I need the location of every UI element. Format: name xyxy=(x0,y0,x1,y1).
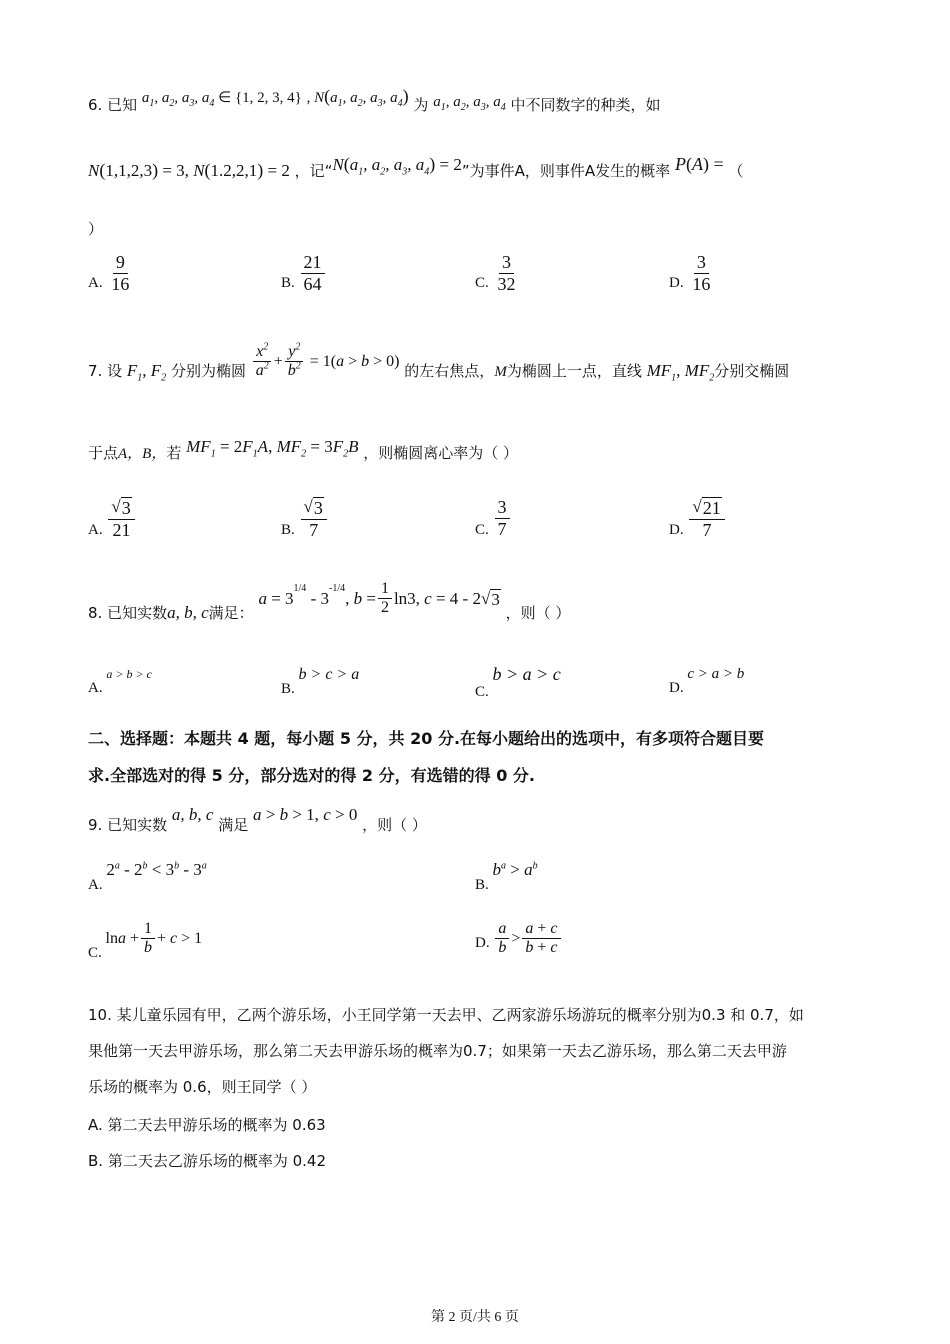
q6-example: N(1,1,2,3) = 3, N(1.2,2,1) = 2 xyxy=(88,160,290,180)
q6-is-word: 为 xyxy=(413,96,429,114)
section2-line2: 求.全部选对的得 5 分，部分选对的得 2 分，有选错的得 0 分. xyxy=(88,766,535,785)
q9-option-d-expr: $\frac{a}{b}$ > $\frac{a + c}{b + c}$ xyxy=(493,920,562,958)
q7-prefix: 7. 设 xyxy=(88,362,123,380)
q9-option-b-expr: $b^a > a^b$ xyxy=(492,860,538,879)
q7-points: A，B， xyxy=(118,446,167,462)
q7-option-c-num: 3 xyxy=(495,497,510,519)
q9-option-d-label: D. xyxy=(475,935,490,951)
q7-line2 xyxy=(88,437,519,463)
q9-option-b[interactable] xyxy=(475,860,538,893)
q9-option-b-label: B. xyxy=(475,877,489,893)
section2-line1: 二、选择题：本题共 4 题，每小题 5 分，共 20 分.在每小题给出的选项中，有多项符合题目要 xyxy=(88,729,765,748)
q7-option-d-label: D. xyxy=(669,522,684,539)
q8-t1: 满足： xyxy=(208,603,254,622)
q9-option-a-expr: $2^a - 2^b < 3^b - 3^a$ xyxy=(106,860,207,879)
q6-option-b-num: 21 xyxy=(301,252,325,274)
q7-option-d[interactable]: D. √ 21 7 xyxy=(669,497,727,540)
q9-option-d[interactable] xyxy=(475,920,563,958)
q9-t2: ，则（ ） xyxy=(362,816,427,834)
q9-option-c-label: C. xyxy=(88,944,102,961)
q8-option-c-label: C. xyxy=(475,684,489,700)
q6-mid: ，记“ xyxy=(294,162,333,180)
q6-event-text: ”为事件A，则事件A发生的概率 xyxy=(461,162,671,180)
q8-vars: a, b, c xyxy=(167,602,209,622)
q8-option-c[interactable] xyxy=(475,664,561,700)
q7-condition: $MF_1 = 2F_1A$, $MF_2 = 3F_2B$ xyxy=(186,437,359,460)
q8-condition: a = 3 $^{1/4}$ - 3 $^{-1/4}$ , b = $\frac{1}{2}$ ln3, c = 4 - 2 √ 3 xyxy=(258,580,500,617)
q7-option-c[interactable] xyxy=(475,497,512,539)
q8-option-c-expr: b > a > c xyxy=(492,664,561,684)
q6-option-c[interactable] xyxy=(475,252,521,294)
q6-event: $N(a_1$, $a_2$, $a_3$, $a_4) = 2$ xyxy=(332,154,462,178)
q9-line1 xyxy=(88,805,427,834)
q8-option-b-expr: b > c > a xyxy=(298,666,360,683)
q9-option-a-label: A. xyxy=(88,877,103,893)
q6-option-a-num: 9 xyxy=(113,252,128,274)
q8-option-d-label: D. xyxy=(669,680,684,696)
q6-open-paren: （ xyxy=(728,162,744,180)
q6-option-d-label: D. xyxy=(669,274,684,291)
q8-option-a-label: A. xyxy=(88,680,103,696)
q7-line1 xyxy=(88,340,790,384)
q6-option-b-label: B. xyxy=(281,274,295,291)
q9-condition: a > b > 1, c > 0 xyxy=(253,805,358,824)
q7-t5: 于点 xyxy=(88,444,119,462)
q8-t2: ，则（ ） xyxy=(505,603,571,622)
q6-line2 xyxy=(88,154,744,181)
q8-option-a-expr: a > b > c xyxy=(106,667,152,681)
q6-option-c-den: 32 xyxy=(497,273,516,294)
q10-option-b[interactable]: B. 第二天去乙游乐场的概率为 0.42 xyxy=(88,1152,326,1170)
q7-option-a[interactable]: A. √ 3 21 xyxy=(88,497,137,540)
q6-option-b-den: 64 xyxy=(303,273,322,294)
q6-close-paren: ） xyxy=(88,220,104,238)
q7-ellipse: $\frac{x^2}{a^2}$ + $\frac{y^2}{b^2}$ = 1(a > b > 0) xyxy=(251,343,400,381)
q7-t7: ，则椭圆离心率为（ ） xyxy=(363,444,519,462)
q8-option-b[interactable] xyxy=(281,666,360,697)
q7-lines: $MF_1$, $MF_2$ xyxy=(646,361,715,384)
q6-set-condition: $a_1$, $a_2$, $a_3$, $a_4$ ∈ {1, 2, 3, 4} xyxy=(141,90,302,109)
q6-option-b[interactable] xyxy=(281,252,327,294)
q10-option-a[interactable]: A. 第二天去甲游乐场的概率为 0.63 xyxy=(88,1116,326,1134)
q6-option-d-den: 16 xyxy=(692,273,711,294)
q7-option-a-den: 21 xyxy=(112,519,131,540)
q8-option-d[interactable] xyxy=(669,666,745,696)
q7-option-b[interactable]: B. √ 3 7 xyxy=(281,497,329,540)
q6-prob: P(A) = xyxy=(674,154,724,174)
q6-option-d-num: 3 xyxy=(694,252,709,274)
q6-option-c-num: 3 xyxy=(499,252,514,274)
q6-option-a[interactable] xyxy=(88,252,134,294)
q6-n-definition: , $N(a_1$, $a_2$, $a_3$, $a_4$) xyxy=(306,86,409,109)
q7-option-d-den: 7 xyxy=(702,519,712,540)
q6-option-a-den: 16 xyxy=(111,273,130,294)
q7-option-b-den: 7 xyxy=(309,519,319,540)
q8-prefix: 8. 已知实数 xyxy=(88,603,168,622)
q7-option-b-label: B. xyxy=(281,522,295,539)
q9-vars: a, b, c xyxy=(171,805,214,824)
q9-option-a[interactable] xyxy=(88,860,207,893)
q6-option-d[interactable] xyxy=(669,252,715,294)
q7-option-c-label: C. xyxy=(475,521,489,538)
q8-option-d-expr: c > a > b xyxy=(687,666,745,682)
q7-t3: 为椭圆上一点，直线 xyxy=(506,362,642,380)
q10-line1: 10. 某儿童乐园有甲，乙两个游乐场，小王同学第一天去甲、乙两家游乐场游玩的概率分别为0.3 和 0.7，如 xyxy=(88,1006,804,1024)
q7-t4: 分别交椭圆 xyxy=(714,362,790,380)
q7-t2: 的左右焦点， xyxy=(404,362,495,380)
q6-prefix: 6. 已知 xyxy=(88,96,138,114)
page-footer: 第 2 页/共 6 页 xyxy=(431,1310,519,1325)
q6-option-a-label: A. xyxy=(88,274,103,291)
q9-prefix: 9. 已知实数 xyxy=(88,816,168,834)
q9-t1: 满足 xyxy=(218,816,249,834)
q7-t6: 若 xyxy=(166,444,182,462)
q8-option-a[interactable] xyxy=(88,666,152,696)
q6-vars: $a_1$, $a_2$, $a_3$, $a_4$ xyxy=(433,94,506,113)
q10-line2: 果他第一天去甲游乐场，那么第二天去甲游乐场的概率为0.7；如果第一天去乙游乐场，那么第二天去甲游 xyxy=(88,1042,787,1060)
q7-foci: $F_1$, $F_2$ xyxy=(126,361,167,384)
q6-desc: 中不同数字的种类，如 xyxy=(510,96,661,114)
q8-line1 xyxy=(88,580,571,622)
q7-m: M xyxy=(494,364,507,380)
q7-option-c-den: 7 xyxy=(497,518,507,539)
q7-option-a-label: A. xyxy=(88,522,103,539)
q6-option-c-label: C. xyxy=(475,274,489,291)
q10-line3: 乐场的概率为 0.6，则王同学（ ） xyxy=(88,1078,317,1096)
q9-option-c-expr: ln a + $\frac{1}{b}$ + c > 1 xyxy=(105,920,203,957)
q9-option-c[interactable] xyxy=(88,920,203,961)
q6-line1 xyxy=(88,86,661,115)
q8-option-b-label: B. xyxy=(281,681,295,697)
q7-t1: 分别为椭圆 xyxy=(170,362,246,380)
